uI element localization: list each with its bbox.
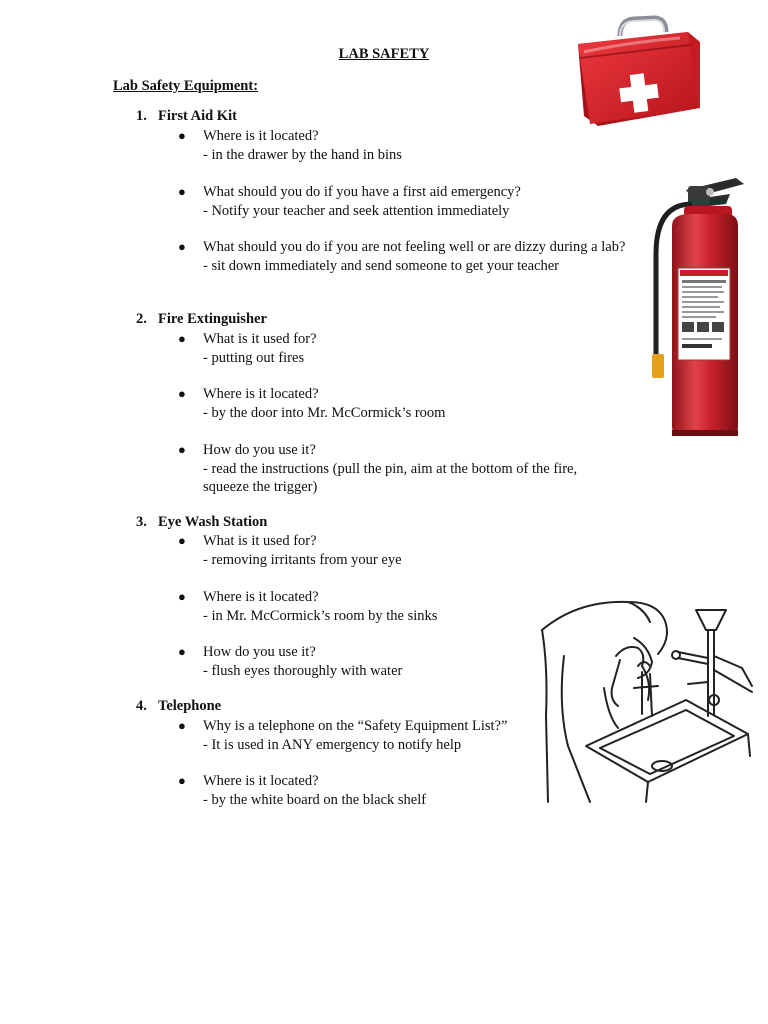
section-number: 4. xyxy=(136,698,147,714)
bullet-icon: ● xyxy=(178,644,186,659)
bullet-icon: ● xyxy=(178,589,186,604)
first-aid-kit-icon xyxy=(570,12,710,134)
bullet-icon: ● xyxy=(178,331,186,346)
question: What should you do if you have a first aid emergency? xyxy=(203,184,521,200)
bullet-icon: ● xyxy=(178,442,186,457)
section-heading-fire-extinguisher xyxy=(136,311,267,328)
list-item xyxy=(178,441,623,497)
section-title: Eye Wash Station xyxy=(158,514,268,530)
question: Where is it located? xyxy=(203,128,319,144)
section-title: Fire Extinguisher xyxy=(158,311,267,327)
eye-wash-station-icon xyxy=(538,596,756,808)
question: What should you do if you are not feeling well or are dizzy during a lab? xyxy=(203,239,626,255)
list-item xyxy=(178,183,638,220)
section-title: First Aid Kit xyxy=(158,108,237,124)
section-heading-telephone xyxy=(136,698,221,715)
list-item xyxy=(178,330,638,367)
list-item xyxy=(178,127,638,164)
answer: - Notify your teacher and seek attention immediately xyxy=(203,202,510,219)
bullet-icon: ● xyxy=(178,184,186,199)
answer: - sit down immediately and send someone to get your teacher xyxy=(203,257,559,274)
section-number: 3. xyxy=(136,514,147,530)
answer: - putting out fires xyxy=(203,349,305,366)
bullet-icon: ● xyxy=(178,386,186,401)
bullet-icon: ● xyxy=(178,533,186,548)
section-number: 1. xyxy=(136,108,147,124)
question: How do you use it? xyxy=(203,442,316,458)
bullet-icon: ● xyxy=(178,773,186,788)
answer: - read the instructions (pull the pin, aim at the bottom of the fire, squeeze the trigger) xyxy=(203,460,578,495)
answer: - by the white board on the black shelf xyxy=(203,791,427,808)
page-title: LAB SAFETY xyxy=(338,46,430,62)
bullet-icon: ● xyxy=(178,239,186,254)
answer: - in the drawer by the hand in bins xyxy=(203,146,402,163)
answer: - It is used in ANY emergency to notify help xyxy=(203,736,462,753)
question: Why is a telephone on the “Safety Equipment List?” xyxy=(203,718,508,734)
section-heading-eye-wash-station xyxy=(136,514,267,531)
section-title: Telephone xyxy=(158,698,222,714)
question: What is it used for? xyxy=(203,331,317,347)
list-item xyxy=(178,532,638,569)
fire-extinguisher-icon xyxy=(626,164,756,440)
list-item xyxy=(178,238,638,275)
section-number: 2. xyxy=(136,311,147,327)
question: What is it used for? xyxy=(203,533,317,549)
question: Where is it located? xyxy=(203,386,319,402)
question: Where is it located? xyxy=(203,589,319,605)
section-heading-first-aid-kit xyxy=(136,108,237,125)
page-subtitle: Lab Safety Equipment: xyxy=(113,78,259,94)
answer: - removing irritants from your eye xyxy=(203,551,402,568)
list-item xyxy=(178,385,638,422)
question: How do you use it? xyxy=(203,644,316,660)
bullet-icon: ● xyxy=(178,718,186,733)
question: Where is it located? xyxy=(203,773,319,789)
bullet-icon: ● xyxy=(178,128,186,143)
answer: - flush eyes thoroughly with water xyxy=(203,662,403,679)
answer: - in Mr. McCormick’s room by the sinks xyxy=(203,607,438,624)
answer: - by the door into Mr. McCormick’s room xyxy=(203,404,446,421)
